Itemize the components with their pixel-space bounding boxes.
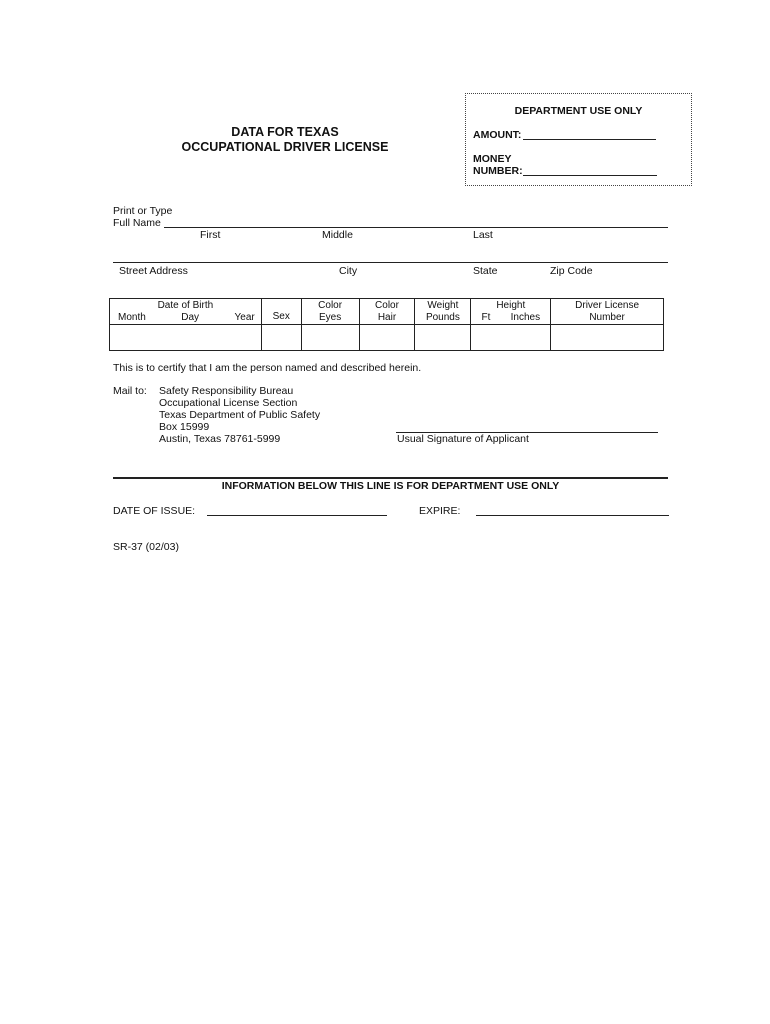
first-name-caption: First [200, 229, 221, 241]
month-label: Month [118, 311, 146, 323]
height-label: Height [496, 299, 526, 311]
feet-label: Ft [481, 311, 491, 323]
mail-line: Occupational License Section [159, 397, 298, 409]
eye-color-header [301, 299, 359, 325]
money-label: MONEY [473, 153, 512, 165]
hair-color-input[interactable] [359, 325, 415, 351]
height-input[interactable] [471, 325, 551, 351]
title-line-2: OCCUPATIONAL DRIVER LICENSE [181, 140, 389, 154]
height-header [471, 299, 551, 325]
header-row [110, 299, 664, 325]
date-of-birth-input[interactable] [110, 325, 262, 351]
day-label: Day [181, 311, 200, 323]
eye-color-input[interactable] [301, 325, 359, 351]
zip-code-caption: Zip Code [550, 265, 593, 277]
full-name-label: Full Name [113, 217, 161, 229]
department-divider [113, 477, 668, 479]
driver-license-header [551, 299, 664, 325]
weight-input[interactable] [415, 325, 471, 351]
date-of-issue-field[interactable] [207, 515, 387, 516]
state-caption: State [473, 265, 498, 277]
last-name-caption: Last [473, 229, 493, 241]
mail-line: Austin, Texas 78761-5999 [159, 433, 281, 445]
mailing-address [159, 385, 320, 445]
license-number-label: Number [589, 311, 625, 323]
print-or-type-label: Print or Type [113, 205, 173, 217]
address-field[interactable] [113, 262, 668, 263]
mail-line: Texas Department of Public Safety [159, 409, 321, 421]
expire-field[interactable] [476, 515, 669, 516]
department-use-box [465, 93, 692, 186]
sex-label: Sex [272, 311, 290, 322]
form-title [130, 125, 440, 155]
certify-statement: This is to certify that I am the person named and described herein. [113, 362, 422, 374]
driver-license-number-input[interactable] [551, 325, 664, 351]
mail-to-label: Mail to: [113, 385, 147, 397]
sex-header [261, 299, 301, 325]
eye-color-label-1: Color [318, 299, 343, 311]
number-label: NUMBER: [473, 165, 523, 177]
hair-label: Hair [377, 311, 397, 323]
signature-caption: Usual Signature of Applicant [397, 433, 529, 445]
year-label: Year [234, 311, 255, 323]
street-address-caption: Street Address [119, 265, 188, 277]
eyes-label: Eyes [318, 311, 342, 323]
date-of-birth-label: Date of Birth [157, 299, 214, 311]
department-use-title: DEPARTMENT USE ONLY [514, 105, 643, 117]
weight-header [415, 299, 471, 325]
date-of-birth-header [110, 299, 262, 325]
title-line-1: DATA FOR TEXAS [231, 125, 339, 139]
amount-label: AMOUNT: [473, 129, 522, 141]
city-caption: City [339, 265, 358, 277]
entry-row [110, 325, 664, 351]
mail-line: Safety Responsibility Bureau [159, 385, 294, 397]
inches-label: Inches [510, 311, 541, 323]
expire-label: EXPIRE: [419, 505, 461, 517]
driver-license-label: Driver License [575, 299, 640, 311]
date-of-issue-label: DATE OF ISSUE: [113, 505, 196, 517]
full-name-field[interactable] [164, 227, 668, 228]
hair-color-header [359, 299, 415, 325]
middle-name-caption: Middle [322, 229, 353, 241]
form-number: SR-37 (02/03) [113, 541, 179, 553]
hair-color-label-1: Color [375, 299, 399, 311]
mail-line: Box 15999 [159, 421, 210, 433]
sex-input[interactable] [261, 325, 301, 351]
amount-field[interactable] [523, 139, 656, 140]
description-table [109, 298, 664, 351]
department-use-heading: INFORMATION BELOW THIS LINE IS FOR DEPARTMENT USE ONLY [221, 480, 560, 492]
pounds-label: Pounds [425, 311, 460, 323]
money-number-field[interactable] [523, 175, 657, 176]
weight-label: Weight [427, 299, 459, 311]
